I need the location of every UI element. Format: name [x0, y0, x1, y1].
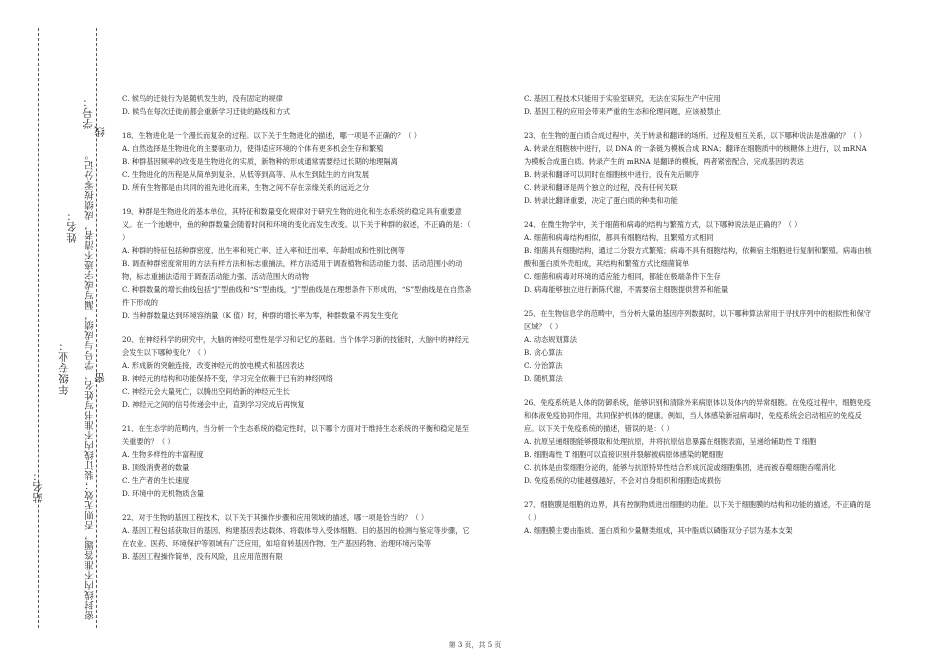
option-b: B. 神经元的结构和功能保持不变，学习完全依赖于已有的神经网络	[122, 374, 334, 383]
option-b: B. 种群基因频率的改变是生物进化的实质，新物种的形成通常需要经过长期的地理隔离	[122, 157, 398, 166]
option-b: B. 顶级消费者的数量	[122, 463, 190, 472]
option-d: D. 候鸟在每次迁徙前都会重新学习迁徙的路线和方式	[122, 107, 291, 116]
option-a: A. 转录在细胞核中进行，以 DNA 的一条链为模板合成 RNA；翻译在细胞质中的核糖体上进行，以 mRNA 为模板合成蛋白质。转录产生的 mRNA 是翻译的模板，两者紧密配合，完成基因的表达	[524, 144, 867, 166]
question-24	[524, 218, 876, 296]
question-stem: 18、生物进化是一个漫长而复杂的过程。以下关于生物进化的描述，哪一项是不正确的？（ ）	[122, 131, 421, 140]
option-c: C. 基因工程技术只能用于实验室研究，无法在实际生产中应用	[524, 94, 721, 103]
option-b: B. 贪心算法	[524, 348, 563, 357]
seal-dashed-line-inner	[38, 28, 39, 628]
option-a: A. 种群的特征包括种群密度、出生率和死亡率、迁入率和迁出率、年龄组成和性别比例等	[122, 246, 405, 255]
option-b: B. 细菌具有细胞结构，通过二分裂方式繁殖；病毒不具有细胞结构，依赖宿主细胞进行复制和繁殖。病毒由核酸和蛋白质外壳组成，其结构和繁殖方式比细菌简单	[524, 246, 872, 268]
question-26	[524, 396, 876, 487]
option-a: A. 细菌和病毒结构相似，都具有细胞结构，且繁殖方式相同	[524, 233, 714, 242]
question-stem: 27、细胞膜是细胞的边界，具有控制物质进出细胞的功能。以下关于细胞膜的结构和功能的描述，不正确的是（ ）	[524, 500, 871, 522]
option-c: C. 生产者的生长速度	[122, 476, 190, 485]
option-b: B. 调查种群密度常用的方法有样方法和标志重捕法，样方法适用于调查植物和活动能力弱、活动范围小的动物，标志重捕法适用于调查活动能力强、活动范围大的动物	[122, 259, 463, 281]
option-a: A. 动态规划算法	[524, 335, 577, 344]
school-label: 站名：	[32, 470, 44, 503]
option-d: D. 所有生物都是由共同的祖先进化而来，生物之间不存在亲缘关系的远近之分	[122, 183, 370, 192]
student-id-label: 学号：	[82, 96, 94, 129]
question-stem: 20、在神经科学的研究中，大脑的神经可塑性是学习和记忆的基础。当个体学习新的技能时，大脑中的神经元会发生以下哪种变化？（ ）	[122, 335, 469, 357]
class-label: 年级专业：	[58, 340, 70, 395]
option-c: C. 抗体是由浆细胞分泌的，能够与抗原特异性结合形成沉淀或细胞集团，进而被吞噬细胞吞噬消化	[524, 463, 836, 472]
option-c: C. 种群数量的增长曲线包括“J”型曲线和“S”型曲线，“J”型曲线是在理想条件下形成的，“S”型曲线是在自然条件下形成的	[122, 285, 472, 307]
option-d: D. 当种群数量达到环境容纳量（K 值）时，种群的增长率为零，种群数量不再发生变化	[122, 311, 399, 320]
option-d: D. 病毒能够独立进行新陈代谢，不需要宿主细胞提供营养和能量	[524, 285, 729, 294]
option-c: C. 分治算法	[524, 361, 563, 370]
question-stem: 22、对于生物的基因工程技术，以下关于其操作步骤和应用领域的描述，哪一项是恰当的？（ ）	[122, 513, 429, 522]
option-d: D. 随机算法	[524, 374, 563, 383]
option-d: D. 基因工程的应用会带来严重的生态和伦理问题，应该被禁止	[524, 107, 721, 116]
option-b: B. 转录和翻译可以同时在细胞核中进行，没有先后顺序	[524, 170, 700, 179]
option-c: C. 候鸟的迁徙行为是随机发生的，没有固定的规律	[122, 94, 283, 103]
question-17-tail	[122, 92, 474, 118]
name-label: 姓名：	[66, 210, 78, 243]
option-a: A. 细胞膜主要由脂质、蛋白质和少量糖类组成，其中脂质以磷脂双分子层为基本支架	[524, 526, 793, 535]
option-b: B. 基因工程操作简单，没有风险，且应用范围有限	[122, 552, 283, 561]
question-stem: 25、在生物信息学的范畴中，当分析大量的基因序列数据时，以下哪种算法常用于寻找序列中的相似性和保守区域？（ ）	[524, 309, 871, 331]
question-23	[524, 129, 876, 207]
option-b: B. 细胞毒性 T 细胞可以直接识别并裂解被病原体感染的靶细胞	[524, 450, 723, 459]
binding-line-word: 线	[94, 126, 106, 137]
question-stem: 23、在生物的蛋白质合成过程中，关于转录和翻译的场所、过程及相互关系，以下哪种说法是准确的？（ ）	[524, 131, 867, 140]
question-20	[122, 333, 474, 411]
option-d: D. 免疫系统的功能越强越好，不会对自身组织和细胞造成损伤	[524, 476, 721, 485]
question-stem: 24、在微生物学中，关于细菌和病毒的结构与繁殖方式，以下哪种说法是正确的？（ ）	[524, 220, 802, 229]
option-c: C. 转录和翻译是两个独立的过程，没有任何关联	[524, 183, 678, 192]
option-d: D. 神经元之间的信号传递会中止，直到学习完成后再恢复	[122, 400, 305, 409]
question-25	[524, 307, 876, 385]
left-column	[122, 92, 474, 574]
right-column	[524, 92, 876, 548]
option-d: D. 环境中的无机物质含量	[122, 489, 204, 498]
question-stem: 26、免疫系统是人体的防御系统，能够识别和清除外来病原体以及体内的异常细胞。在免疫过程中，细胞免疫和体液免疫协同作用，共同保护机体的健康。例如，当人体感染新冠病毒时，免疫系统会启动相应的免疫反应。以下关于免疫系统的描述，错误的是：（ ）	[524, 398, 871, 433]
option-c: C. 神经元会大量死亡，以腾出空间给新的神经元生长	[122, 387, 290, 396]
question-19	[122, 205, 474, 322]
option-c: C. 细菌和病毒对环境的适应能力相同，都能在极端条件下生存	[524, 272, 721, 281]
option-a: A. 自然选择是生物进化的主要驱动力，使得适应环境的个体有更多机会生存和繁殖	[122, 144, 384, 153]
option-a: A. 生物多样性的丰富程度	[122, 450, 204, 459]
binding-warning-text: 密封线内不准答题，否则无效；装订线内不准书写姓名、学号与成绩，漏写或字迹不清者，成绩按零分记。	[85, 150, 96, 620]
question-27	[524, 498, 876, 537]
binding-margin	[0, 0, 110, 672]
question-22-tail	[524, 92, 876, 118]
option-a: A. 基因工程包括获取目的基因、构建基因表达载体、将载体导入受体细胞、目的基因的检测与鉴定等步骤，它在农业、医药、环境保护等领域有广泛应用，如培育转基因作物、生产基因药物、治理环境污染等	[122, 526, 470, 548]
option-c: C. 生物进化的历程是从简单到复杂、从低等到高等、从水生到陆生的方向发展	[122, 170, 370, 179]
option-a: A. 抗原呈递细胞能够摄取和处理抗原，并将抗原信息暴露在细胞表面，呈递给辅助性 T 细胞	[524, 437, 817, 446]
question-22	[122, 511, 474, 563]
option-a: A. 形成新的突触连接，改变神经元的放电模式和基因表达	[122, 361, 305, 370]
binding-seal-word: 密	[94, 372, 106, 383]
question-stem: 21、在生态学的范畴内，当分析一个生态系统的稳定性时，以下哪个方面对于维持生态系统的平衡和稳定是至关重要的？（ ）	[122, 424, 469, 446]
question-21	[122, 422, 474, 500]
question-stem: 19、种群是生物进化的基本单位，其特征和数量变化规律对于研究生物的进化和生态系统的稳定具有重要意义。在一个池塘中，鱼的种群数量会随着时间和环境的变化而发生改变。以下关于种群的叙述，不正确的是：（ ）	[122, 207, 471, 242]
page-number: 第 3 页，共 5 页	[448, 641, 502, 649]
question-18	[122, 129, 474, 194]
option-d: D. 转录比翻译重要，决定了蛋白质的种类和功能	[524, 196, 678, 205]
